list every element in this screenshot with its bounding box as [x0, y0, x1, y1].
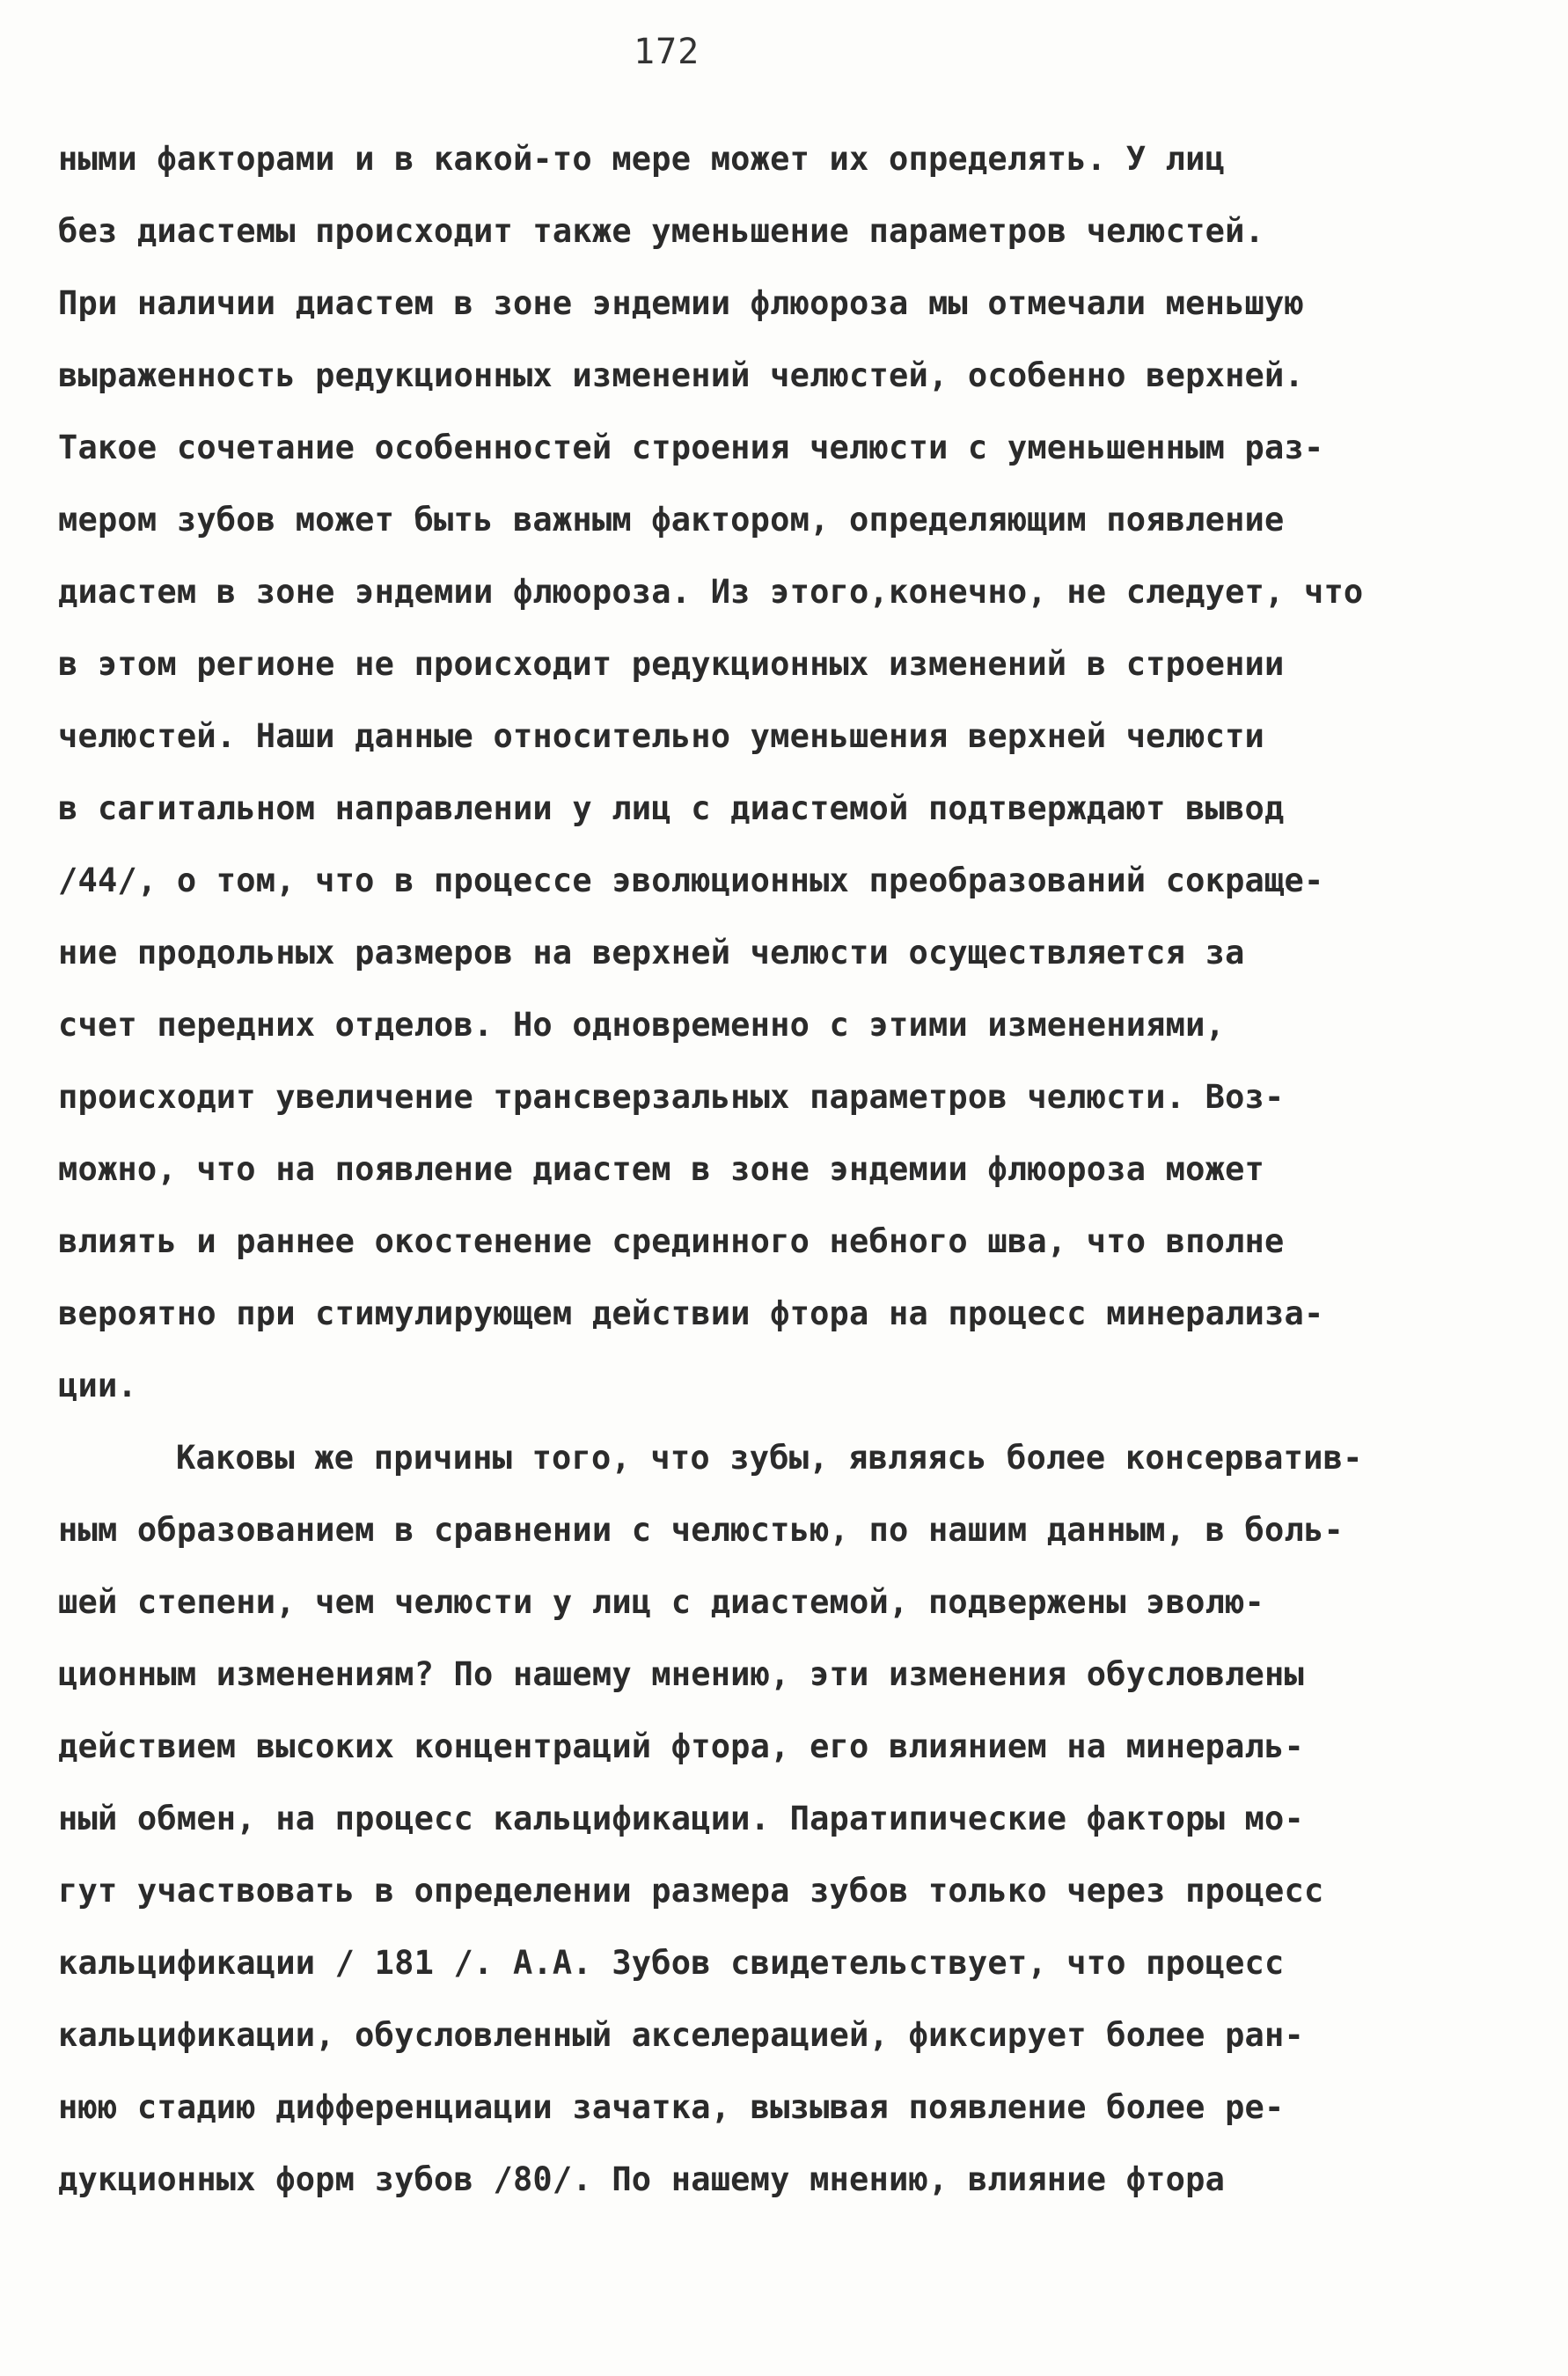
paragraph-2	[58, 1422, 1519, 2216]
text-line: Такое сочетание особенностей строения челюсти с уменьшенным раз-	[58, 429, 1324, 466]
text-line: происходит увеличение трансверзальных параметров челюсти. Воз-	[58, 1078, 1285, 1116]
text-line: без диастемы происходит также уменьшение параметров челюстей.	[58, 212, 1265, 250]
text-line: кальцификации, обусловленный акселерацией, фиксирует более ран-	[58, 2016, 1304, 2054]
text-line: /44/, о том, что в процессе эволюционных преобразований сокраще-	[58, 862, 1324, 899]
text-line: челюстей. Наши данные относительно уменьшения верхней челюсти	[58, 717, 1265, 755]
text-line-indented: Каковы же причины того, что зубы, являясь более консерватив-	[176, 1439, 1363, 1477]
paragraph-1	[58, 123, 1519, 1422]
page-number: 172	[634, 32, 700, 72]
text-line: гут участвовать в определении размера зубов только через процесс	[58, 1872, 1324, 1910]
text-line: ционным изменениям? По нашему мнению, эти изменения обусловлены	[58, 1655, 1304, 1693]
text-line: можно, что на появление диастем в зоне эндемии флюороза может	[58, 1150, 1265, 1188]
text-line: дукционных форм зубов /80/. По нашему мнению, влияние фтора	[58, 2160, 1226, 2198]
text-line: ние продольных размеров на верхней челюсти осуществляется за	[58, 934, 1245, 972]
text-line: мером зубов может быть важным фактором, определяющим появление	[58, 501, 1285, 539]
text-line: шей степени, чем челюсти у лиц с диастемой, подвержены эволю-	[58, 1583, 1265, 1621]
text-line: вероятно при стимулирующем действии фтора на процесс минерализа-	[58, 1294, 1324, 1332]
text-line: ными факторами и в какой-то мере может их определять. У лиц	[58, 140, 1226, 178]
text-line: в сагитальном направлении у лиц с диастемой подтверждают вывод	[58, 789, 1285, 827]
text-line: диастем в зоне эндемии флюороза. Из этого,конечно, не следует, что	[58, 573, 1364, 611]
body-text	[58, 123, 1519, 2216]
text-line: в этом регионе не происходит редукционных изменений в строении	[58, 645, 1285, 683]
text-line: действием высоких концентраций фтора, его влиянием на минераль-	[58, 1727, 1304, 1765]
text-line: нюю стадию дифференциации зачатка, вызывая появление более ре-	[58, 2088, 1285, 2126]
text-line: влиять и раннее окостенение срединного небного шва, что вполне	[58, 1222, 1285, 1260]
text-line: кальцификации / 181 /. А.А. Зубов свидетельствует, что процесс	[58, 1944, 1285, 1982]
text-line: ным образованием в сравнении с челюстью, по нашим данным, в боль-	[58, 1511, 1344, 1549]
text-line: счет передних отделов. Но одновременно с этими изменениями,	[58, 1006, 1226, 1044]
text-line: выраженность редукционных изменений челюстей, особенно верхней.	[58, 356, 1304, 394]
text-line: ный обмен, на процесс кальцификации. Паратипические факторы мо-	[58, 1800, 1304, 1837]
text-line: ции.	[58, 1367, 137, 1404]
text-line: При наличии диастем в зоне эндемии флюороза мы отмечали меньшую	[58, 284, 1304, 322]
